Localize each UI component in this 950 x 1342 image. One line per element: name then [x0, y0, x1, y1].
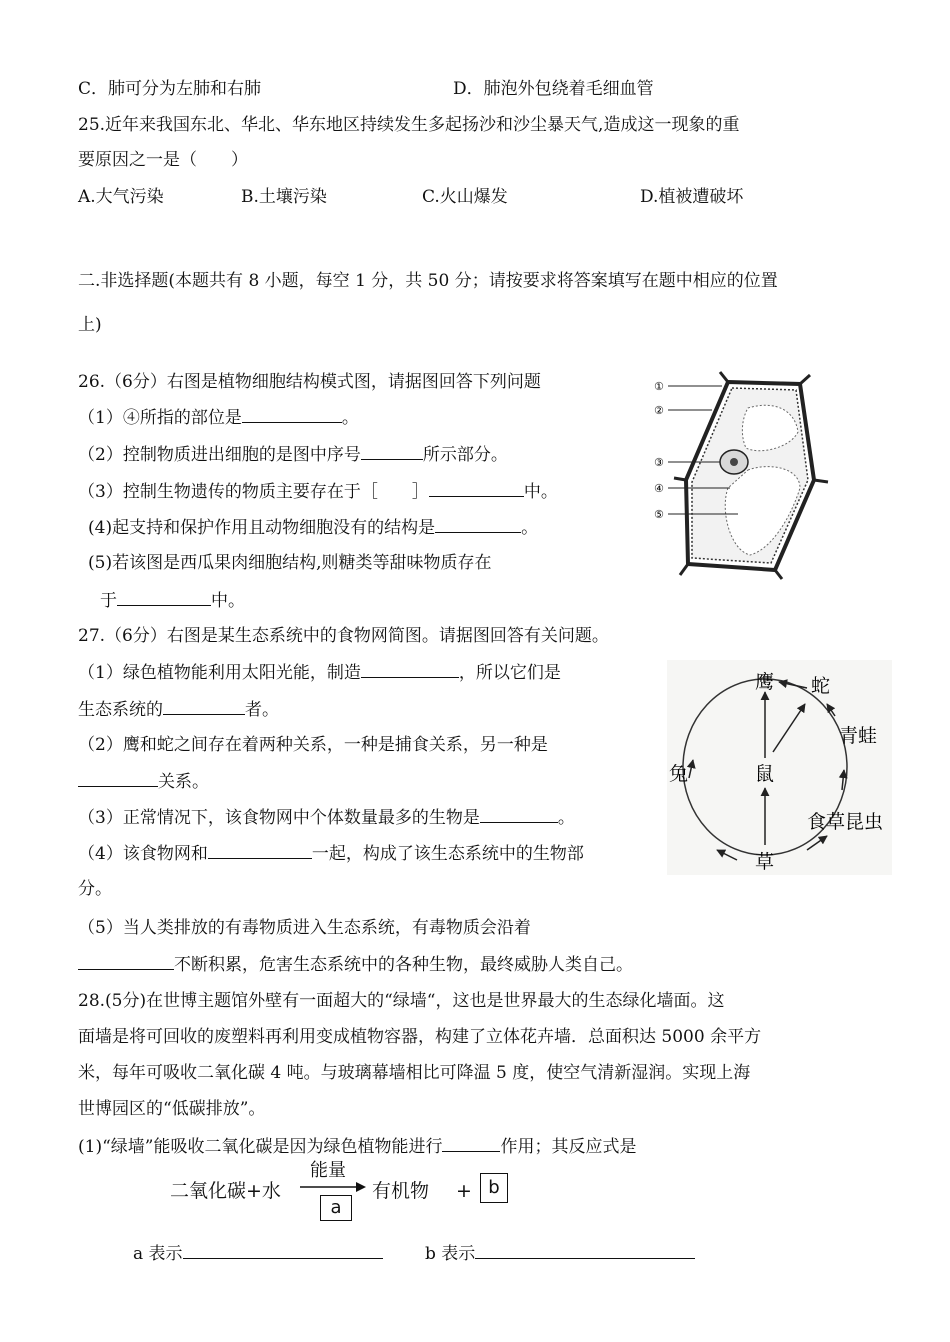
q26-part2-end: 所示部分。	[422, 445, 508, 465]
q25-option-c: C.火山爆发	[422, 187, 508, 207]
q28-part1	[78, 1135, 636, 1158]
q28-part1-end: 作用；其反应式是	[500, 1137, 637, 1157]
food-web-background	[667, 660, 892, 875]
q27-part2: （2）鹰和蛇之间存在着两种关系，一种是捕食关系，另一种是	[78, 735, 548, 755]
q26-part5-cont	[100, 589, 245, 612]
q27-part5-cont-text: 不断积累，危害生态系统中的各种生物，最终威胁人类自己。	[174, 955, 633, 975]
q25-line1: 25.近年来我国东北、华北、华东地区持续发生多起扬沙和沙尘暴天气,造成这一现象的重	[78, 115, 740, 135]
nucleolus	[730, 458, 738, 466]
cell-label-5: ⑤	[654, 508, 664, 521]
equation-box-a: a	[320, 1195, 352, 1221]
food-web-diagram	[667, 660, 892, 875]
q28-blank1[interactable]	[442, 1135, 500, 1152]
q27-part3-end: 。	[557, 808, 575, 828]
q27-part4	[78, 842, 584, 865]
q26-part2-text: （2）控制物质进出细胞的是图中序号	[78, 445, 361, 465]
q26-blank3[interactable]	[429, 480, 524, 497]
q28-b-label: b 表示	[425, 1244, 476, 1264]
organism-eagle: 鹰	[755, 671, 775, 693]
q26-title: 26.（6分）右图是植物细胞结构模式图，请据图回答下列问题	[78, 372, 541, 392]
q27-part5: （5）当人类排放的有毒物质进入生态系统，有毒物质会沿着	[78, 918, 531, 938]
equation-box-b: b	[480, 1173, 508, 1203]
q27-blank6[interactable]	[78, 953, 174, 970]
q26-blank5[interactable]	[117, 589, 211, 606]
q26-part3	[78, 480, 558, 503]
q26-part5-text: 于	[100, 591, 117, 611]
q24-option-d: D．肺泡外包绕着毛细血管	[453, 79, 654, 99]
wall-spike	[775, 570, 782, 579]
q27-blank3[interactable]	[78, 770, 158, 787]
q28-line1: 28.(5分)在世博主题馆外壁有一面超大的“绿墙“，这也是世界最大的生态绿化墙面。这	[78, 991, 725, 1011]
q28-a-answer	[133, 1242, 383, 1265]
q25-line2: 要原因之一是（ ）	[78, 150, 248, 170]
q26-part4	[88, 516, 538, 539]
q25-option-a: A.大气污染	[78, 187, 164, 207]
q27-part1-text: （1）绿色植物能利用太阳光能，制造	[78, 663, 361, 683]
cell-label-4: ④	[654, 482, 664, 495]
q28-part1-text: (1)“绿墙”能吸收二氧化碳是因为绿色植物能进行	[78, 1137, 443, 1157]
organism-grass: 草	[755, 851, 775, 873]
organism-insect: 食草昆虫	[807, 811, 884, 833]
q27-part3-text: （3）正常情况下，该食物网中个体数量最多的生物是	[78, 808, 480, 828]
q27-part1-end: ，所以它们是	[458, 663, 561, 683]
q27-part4-text: （4）该食物网和	[78, 844, 208, 864]
q27-part3	[78, 806, 575, 829]
organism-frog: 青蛙	[839, 725, 878, 747]
organism-snake: 蛇	[811, 675, 831, 697]
q27-part1	[78, 661, 561, 684]
organism-mouse: 鼠	[755, 763, 775, 785]
wall-spike	[674, 478, 686, 480]
q27-title: 27.（6分）右图是某生态系统中的食物网简图。请据图回答有关问题。	[78, 626, 609, 646]
cell-label-3: ③	[654, 456, 664, 469]
equation-arrow	[298, 1180, 368, 1194]
q28-a-label: a 表示	[133, 1244, 183, 1264]
q28-b-answer	[425, 1242, 695, 1265]
q28-line3: 米，每年可吸收二氧化碳 4 吨。与玻璃幕墙相比可降温 5 度，使空气清新湿润。实现上海	[78, 1063, 751, 1083]
q24-option-c: C．肺可分为左肺和右肺	[78, 79, 262, 99]
q28-line4: 世博园区的“低碳排放”。	[78, 1099, 266, 1119]
q26-blank4[interactable]	[435, 516, 521, 533]
organism-rabbit: 兔	[669, 763, 689, 785]
q27-blank2[interactable]	[163, 698, 245, 715]
equation-product: 有机物	[372, 1180, 430, 1202]
q26-part4-end: 。	[521, 518, 539, 538]
cell-label-1: ①	[654, 380, 664, 393]
section2-heading: 二.非选择题(本题共有 8 小题，每空 1 分，共 50 分；请按要求将答案填写在题中相应的位置	[78, 271, 778, 291]
q27-part4-cont: 分。	[78, 879, 112, 899]
q28-blank-b[interactable]	[475, 1242, 695, 1259]
q27-part1-cont-end: 者。	[245, 700, 279, 720]
wall-spike	[814, 480, 828, 482]
q27-part2-cont-text: 关系。	[158, 772, 209, 792]
q27-part4-end: 一起，构成了该生态系统中的生物部	[311, 844, 584, 864]
equation-energy: 能量	[310, 1160, 346, 1181]
q26-part5-end: 中。	[211, 591, 245, 611]
q27-blank1[interactable]	[361, 661, 459, 678]
q25-option-b: B.土壤污染	[241, 187, 327, 207]
q25-option-d: D.植被遭破坏	[640, 187, 744, 207]
q27-blank5[interactable]	[208, 842, 312, 859]
q27-blank4[interactable]	[480, 806, 558, 823]
equation-arrow-head	[356, 1182, 366, 1192]
q26-part5: (5)若该图是西瓜果肉细胞结构,则糖类等甜味物质存在	[88, 553, 492, 573]
q26-blank2[interactable]	[361, 443, 423, 460]
wall-spike	[720, 372, 728, 382]
q26-part1-end: 。	[341, 408, 359, 428]
q27-part2-cont	[78, 770, 209, 793]
equation-plus: +	[456, 1180, 472, 1202]
q28-line2: 面墙是将可回收的废塑料再利用变成植物容器，构建了立体花卉墙．总面积达 5000 余平方	[78, 1027, 762, 1047]
wall-spike	[680, 564, 688, 575]
q26-part3-text: （3）控制生物遗传的物质主要存在于［ ］	[78, 482, 429, 502]
q28-blank-a[interactable]	[183, 1242, 383, 1259]
q26-part2	[78, 443, 508, 466]
q26-part3-end: 中。	[523, 482, 558, 502]
q26-part4-text: (4)起支持和保护作用且动物细胞没有的结构是	[88, 518, 436, 538]
equation-reactants: 二氧化碳+水	[170, 1180, 281, 1202]
q27-part1-cont	[78, 698, 279, 721]
wall-spike	[800, 375, 810, 384]
q27-part5-cont	[78, 953, 633, 976]
q26-part1-text: （1）④所指的部位是	[78, 408, 242, 428]
q26-part1	[78, 406, 359, 429]
plant-cell-diagram	[650, 370, 835, 580]
cell-label-2: ②	[654, 404, 664, 417]
q27-part1-cont-text: 生态系统的	[78, 700, 163, 720]
section2-heading-cont: 上)	[78, 315, 102, 335]
q26-blank1[interactable]	[242, 406, 342, 423]
